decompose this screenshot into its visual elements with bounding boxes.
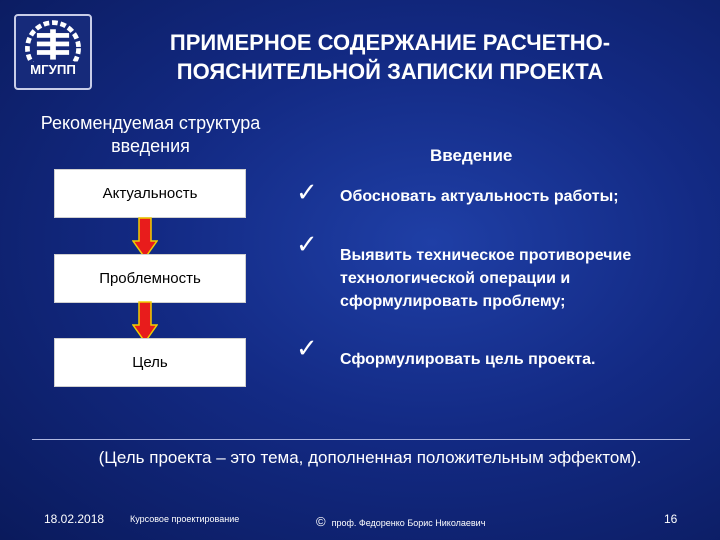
list-item-line: Выявить техническое противоречие: [340, 247, 632, 264]
down-arrow-icon: [132, 217, 158, 259]
checkmark-icon: ✓: [296, 178, 318, 208]
list-item-text: [340, 232, 631, 313]
list-item: [296, 232, 710, 313]
introduction-heading: Введение: [430, 146, 513, 165]
goal-note: (Цель проекта – это тема, дополненная положительным эффектом).: [98, 448, 642, 467]
logo-emblem-icon: [16, 16, 90, 88]
structure-heading-line1: Рекомендуемая структура: [40, 113, 261, 133]
list-item: [296, 336, 710, 371]
footer-author: [316, 514, 485, 529]
box-problem: Проблемность: [54, 254, 246, 303]
footer-course: Курсовое проектирование: [130, 514, 240, 524]
divider: [32, 439, 690, 440]
checkmark-icon: ✓: [296, 334, 318, 364]
structure-heading-line2: введения: [111, 136, 190, 156]
list-item-text: [340, 180, 619, 208]
mgupp-logo: [14, 14, 92, 90]
logo-text: МГУПП: [30, 61, 76, 77]
list-item: [296, 180, 710, 208]
list-item-line: сформулировать проблему;: [340, 293, 566, 310]
page-title: [130, 28, 650, 86]
page-number: 16: [664, 512, 678, 526]
box-relevance: Актуальность: [54, 169, 246, 218]
copyright-icon: ©: [316, 514, 326, 529]
page-title-line2: ПОЯСНИТЕЛЬНОЙ ЗАПИСКИ ПРОЕКТА: [176, 59, 604, 84]
structure-heading: [18, 112, 283, 158]
footer-date: 18.02.2018: [44, 512, 105, 526]
footer-author-name: проф. Федоренко Борис Николаевич: [331, 518, 486, 528]
list-item-text: [340, 336, 595, 371]
list-item-line: Обосновать актуальность работы;: [340, 188, 619, 205]
list-item-line: Сформулировать цель проекта.: [340, 351, 596, 368]
down-arrow-icon: [132, 301, 158, 343]
list-item-line: технологической операции и: [340, 270, 571, 287]
box-goal: Цель: [54, 338, 246, 387]
checkmark-icon: ✓: [296, 230, 318, 260]
page-title-line1: ПРИМЕРНОЕ СОДЕРЖАНИЕ РАСЧЕТНО-: [169, 30, 611, 55]
